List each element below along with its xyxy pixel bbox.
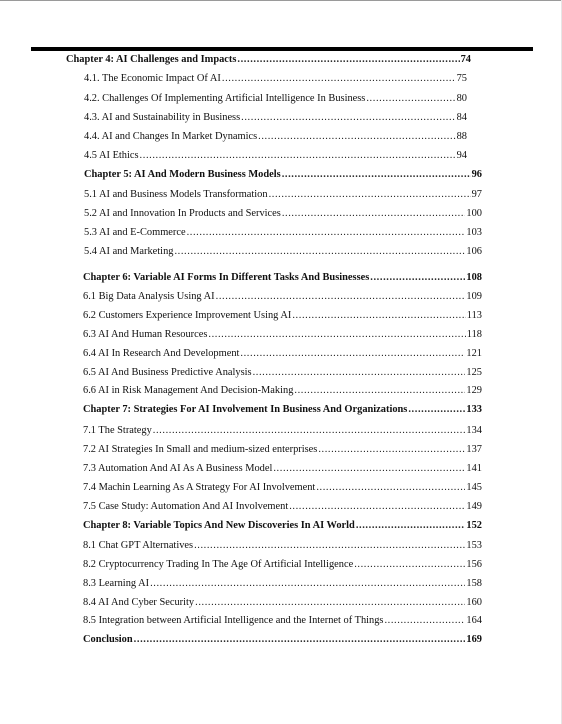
toc-page-number: 134 <box>466 425 482 436</box>
toc-entry-label: 4.2. Challenges Of Implementing Artificial Intelligence In Business <box>84 93 366 104</box>
toc-page-number: 108 <box>466 272 482 283</box>
toc-section-entry[interactable] <box>83 463 482 475</box>
dot-leader <box>289 501 465 513</box>
dot-leader <box>408 404 465 416</box>
toc-section-entry[interactable] <box>83 597 482 609</box>
toc-chapter-entry[interactable] <box>66 54 471 66</box>
toc-section-entry[interactable] <box>83 385 482 397</box>
toc-section-entry[interactable] <box>83 559 482 571</box>
dot-leader <box>174 246 465 258</box>
toc-page-number: 118 <box>466 329 482 340</box>
toc-entry-label: 5.2 AI and Innovation In Products and Services <box>84 208 281 219</box>
toc-section-entry[interactable] <box>83 444 482 456</box>
toc-section-entry[interactable] <box>84 73 467 85</box>
toc-page-number: 149 <box>466 501 482 512</box>
toc-page-number: 113 <box>466 310 482 321</box>
toc-page-number: 109 <box>466 291 482 302</box>
toc-entry-label: 7.5 Case Study: Automation And AI Involvement <box>83 501 289 512</box>
toc-entry-label: 7.3 Automation And AI As A Business Model <box>83 463 273 474</box>
dot-leader <box>282 208 466 220</box>
dot-leader <box>258 131 455 143</box>
dot-leader <box>273 463 465 475</box>
dot-leader <box>153 425 466 437</box>
dot-leader <box>194 540 465 552</box>
toc-entry-label: 8.1 Chat GPT Alternatives <box>83 540 194 551</box>
dot-leader <box>240 348 465 360</box>
toc-page-number: 156 <box>466 559 482 570</box>
toc-section-entry[interactable] <box>84 131 467 143</box>
toc-entry-label: Chapter 7: Strategies For AI Involvement In Business And Organizations <box>83 404 408 415</box>
toc-page-number: 125 <box>466 367 482 378</box>
toc-entry-label: 4.5 AI Ethics <box>84 150 139 161</box>
toc-page-number: 75 <box>456 73 467 84</box>
toc-section-entry[interactable] <box>84 246 482 258</box>
toc-page-number: 88 <box>456 131 467 142</box>
toc-page-number: 106 <box>466 246 482 257</box>
toc-page-number: 160 <box>466 597 482 608</box>
toc-page-number: 153 <box>466 540 482 551</box>
toc-section-entry[interactable] <box>84 189 482 201</box>
dot-leader <box>216 291 466 303</box>
toc-section-entry[interactable] <box>83 348 482 360</box>
toc-section-entry[interactable] <box>83 578 482 590</box>
dot-leader <box>150 578 465 590</box>
toc-entry-label: Chapter 8: Variable Topics And New Discoveries In AI World <box>83 520 355 531</box>
toc-section-entry[interactable] <box>84 93 467 105</box>
toc-section-entry[interactable] <box>83 310 482 322</box>
toc-chapter-entry[interactable] <box>83 404 482 416</box>
toc-entry-label: 5.1 AI and Business Models Transformation <box>84 189 268 200</box>
dot-leader <box>222 73 456 85</box>
toc-page-number: 164 <box>466 615 482 626</box>
toc-section-entry[interactable] <box>83 291 482 303</box>
toc-section-entry[interactable] <box>84 150 467 162</box>
toc-section-entry[interactable] <box>83 540 482 552</box>
toc-entry-label: 5.4 AI and Marketing <box>84 246 174 257</box>
dot-leader <box>140 150 456 162</box>
toc-entry-label: 4.3. AI and Sustainability in Business <box>84 112 241 123</box>
toc-entry-label: 6.6 AI in Risk Management And Decision-Making <box>83 385 294 396</box>
toc-entry-label: Conclusion <box>83 634 133 645</box>
toc-section-entry[interactable] <box>84 227 482 239</box>
toc-section-entry[interactable] <box>84 112 467 124</box>
toc-section-entry[interactable] <box>83 329 482 341</box>
toc-page-number: 141 <box>466 463 482 474</box>
toc-page-number: 158 <box>466 578 482 589</box>
toc-entry-label: 8.4 AI And Cyber Security <box>83 597 195 608</box>
dot-leader <box>195 597 465 609</box>
toc-entry-label: Chapter 6: Variable AI Forms In Different Tasks And Businesses <box>83 272 370 283</box>
dot-leader <box>356 520 466 532</box>
toc-page-number: 129 <box>466 385 482 396</box>
toc-entry-label: 7.1 The Strategy <box>83 425 152 436</box>
toc-entry-label: 4.4. AI and Changes In Market Dynamics <box>84 131 258 142</box>
toc-page-number: 145 <box>466 482 482 493</box>
toc-chapter-entry[interactable] <box>83 634 482 646</box>
toc-entry-label: 6.5 AI And Business Predictive Analysis <box>83 367 252 378</box>
dot-leader <box>354 559 465 571</box>
dot-leader <box>316 482 465 494</box>
dot-leader <box>269 189 471 201</box>
toc-page-number: 103 <box>466 227 482 238</box>
toc-section-entry[interactable] <box>83 501 482 513</box>
toc-entry-label: 6.3 AI And Human Resources <box>83 329 208 340</box>
toc-page-number: 80 <box>456 93 467 104</box>
dot-leader <box>294 385 465 397</box>
dot-leader <box>292 310 465 322</box>
toc-page-number: 169 <box>466 634 482 645</box>
toc-page-number: 96 <box>471 169 482 180</box>
dot-leader <box>241 112 455 124</box>
toc-page-number: 152 <box>466 520 482 531</box>
toc-entry-label: Chapter 5: AI And Modern Business Models <box>84 169 281 180</box>
toc-entry-label: 5.3 AI and E-Commerce <box>84 227 186 238</box>
dot-leader <box>384 615 465 627</box>
toc-page-number: 100 <box>466 208 482 219</box>
toc-section-entry[interactable] <box>84 208 482 220</box>
toc-entry-label: 8.3 Learning AI <box>83 578 150 589</box>
toc-chapter-entry[interactable] <box>83 520 482 532</box>
dot-leader <box>134 634 466 646</box>
toc-section-entry[interactable] <box>83 367 482 379</box>
dot-leader <box>282 169 471 181</box>
dot-leader <box>237 54 459 66</box>
toc-section-entry[interactable] <box>83 425 482 437</box>
toc-entry-label: Chapter 4: AI Challenges and Impacts <box>66 54 237 65</box>
toc-page-number: 74 <box>460 54 471 65</box>
dot-leader <box>208 329 465 341</box>
dot-leader <box>366 93 455 105</box>
toc-page-number: 97 <box>471 189 482 200</box>
toc-page-number: 94 <box>456 150 467 161</box>
toc-page-number: 121 <box>466 348 482 359</box>
toc-section-entry[interactable] <box>83 482 482 494</box>
toc-entry-label: 8.2 Cryptocurrency Trading In The Age Of Artificial Intelligence <box>83 559 354 570</box>
toc-chapter-entry[interactable] <box>83 272 482 284</box>
toc-entry-label: 8.5 Integration between Artificial Intelligence and the Internet of Things <box>83 615 384 626</box>
toc-chapter-entry[interactable] <box>84 169 482 181</box>
toc-entry-label: 6.1 Big Data Analysis Using AI <box>83 291 215 302</box>
toc-entry-label: 7.4 Machin Learning As A Strategy For AI Involvement <box>83 482 316 493</box>
toc-entry-label: 4.1. The Economic Impact Of AI <box>84 73 221 84</box>
toc-page-number: 84 <box>456 112 467 123</box>
dot-leader <box>318 444 465 456</box>
dot-leader <box>187 227 466 239</box>
toc-entry-label: 6.4 AI In Research And Development <box>83 348 240 359</box>
dot-leader <box>253 367 466 379</box>
toc-entry-label: 6.2 Customers Experience Improvement Using AI <box>83 310 292 321</box>
toc-entry-label: 7.2 AI Strategies In Small and medium-sized enterprises <box>83 444 318 455</box>
toc-page-number: 133 <box>466 404 482 415</box>
dot-leader <box>370 272 465 284</box>
toc-section-entry[interactable] <box>83 615 482 627</box>
toc-page-number: 137 <box>466 444 482 455</box>
